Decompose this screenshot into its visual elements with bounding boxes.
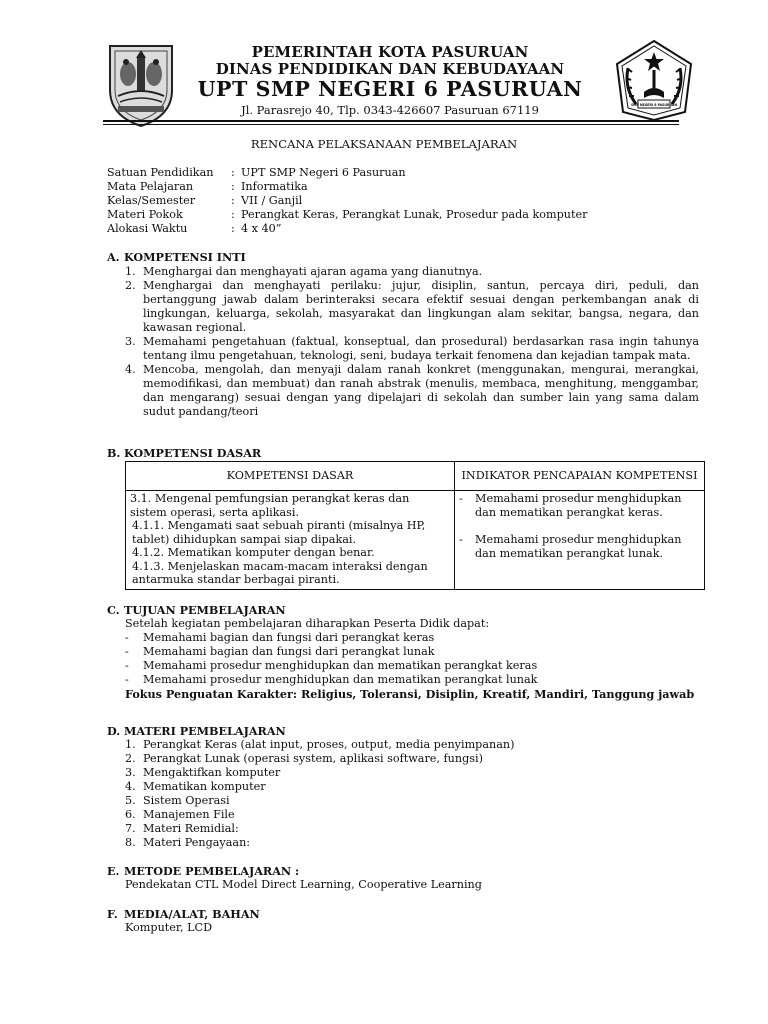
kd-text: Mematikan komputer dengan benar. <box>167 546 375 559</box>
list-item <box>125 780 699 794</box>
identity-row <box>107 166 707 180</box>
item-number: 1. <box>125 265 136 278</box>
identity-sep: : <box>231 194 235 207</box>
item-text: Memahami pengetahuan (faktual, konseptual, dan prosedural) berdasarkan rasa ingin tahunya tentang ilmu pengetahuan, teknologi, seni, budaya terkait fenomena dan kejadian tampak mata. <box>143 335 699 362</box>
identity-key: Satuan Pendidikan <box>107 166 214 179</box>
document-title: RENCANA PELAKSANAAN PEMBELAJARAN <box>250 137 518 151</box>
section-heading <box>107 446 699 460</box>
item-number: 4. <box>125 363 136 376</box>
school-emblem-text: SMP NEGERI 6 PASURUAN <box>630 103 678 107</box>
item-number: 3. <box>125 335 136 348</box>
kd-code: 4.1.3. <box>132 559 165 573</box>
header-rule-thick <box>103 120 679 122</box>
identity-row <box>107 222 707 236</box>
identity-key: Kelas/Semester <box>107 194 196 207</box>
section-heading <box>107 603 699 617</box>
item-dash: - <box>125 645 129 658</box>
item-number: 5. <box>125 794 136 807</box>
item-number: 1. <box>125 738 136 751</box>
item-number: 4. <box>125 780 136 793</box>
identity-sep: : <box>231 208 235 221</box>
item-text: Mematikan komputer <box>143 780 266 793</box>
table-row <box>126 491 705 590</box>
identity-key: Materi Pokok <box>107 208 183 221</box>
school-address: Jl. Parasrejo 40, Tlp. 0343-426607 Pasuruan 67119 <box>241 103 539 117</box>
section-intro: Setelah kegiatan pembelajaran diharapkan Peserta Didik dapat: <box>125 617 490 630</box>
item-text: Menghargai dan menghayati perilaku: jujur, disiplin, santun, percaya diri, peduli, dan bertanggung jawab dalam berinteraksi secara efektif sesuai dengan perkembangan anak di lingkungan, keluarga, sekolah, masyarakat dan lingkungan alam sekitar, bangsa, negara, dan kawasan regional. <box>143 279 699 334</box>
header-rule-thin <box>103 124 679 125</box>
item-dash: - <box>125 631 129 644</box>
section-text: Komputer, LCD <box>125 921 213 934</box>
indicator-cell <box>455 491 705 590</box>
section-kompetensi-inti <box>107 250 699 419</box>
indicator-dash: - <box>459 492 463 505</box>
indicator-text: Memahami prosedur menghidupkan dan mematikan perangkat lunak. <box>475 533 682 560</box>
item-text: Perangkat Lunak (operasi system, aplikasi software, fungsi) <box>143 752 483 765</box>
item-text: Memahami prosedur menghidupkan dan mematikan perangkat keras <box>143 659 538 672</box>
item-text: Memahami bagian dan fungsi dari perangkat keras <box>143 631 435 644</box>
gov-name: PEMERINTAH KOTA PASURUAN <box>251 43 529 61</box>
identity-sep: : <box>231 166 235 179</box>
kd-item <box>126 519 454 546</box>
section-letter: E. <box>107 864 120 878</box>
list-item <box>125 659 699 673</box>
letterhead-text <box>190 44 590 117</box>
identity-key: Mata Pelajaran <box>107 180 194 193</box>
school-name: UPT SMP NEGERI 6 PASURUAN <box>197 77 583 101</box>
identity-value: UPT SMP Negeri 6 Pasuruan <box>241 166 406 179</box>
section-title: METODE PEMBELAJARAN : <box>124 864 300 878</box>
item-text: Memahami bagian dan fungsi dari perangkat lunak <box>143 645 435 658</box>
section-kompetensi-dasar <box>107 446 699 460</box>
section-metode-pembelajaran <box>107 864 699 892</box>
section-letter: B. <box>107 446 121 460</box>
list-item <box>125 752 699 766</box>
item-dash: - <box>125 659 129 672</box>
school-emblem-icon <box>614 38 694 122</box>
section-title: TUJUAN PEMBELAJARAN <box>124 603 286 617</box>
item-number: 2. <box>125 752 136 765</box>
kd-item <box>126 546 454 560</box>
section-text: Pendekatan CTL Model Direct Learning, Cooperative Learning <box>125 878 482 891</box>
indicator-dash: - <box>459 533 463 546</box>
item-text: Perangkat Keras (alat input, proses, output, media penyimpanan) <box>143 738 515 751</box>
item-text: Mencoba, mengolah, dan menyaji dalam ranah konkret (menggunakan, mengurai, merangkai, memodifikasi, dan membuat) dan ranah abstrak (menulis, membaca, menghitung, menggambar, dan mengarang) sesuai dengan yang dipelajari di sekolah dan sumber lain yang sama dalam sudut pandang/teori <box>143 363 699 418</box>
identity-row <box>107 208 707 222</box>
kd-text: Mengenal pemfungsian perangkat keras dan sistem operasi, serta aplikasi. <box>130 492 410 519</box>
list-item <box>125 673 699 687</box>
item-dash: - <box>125 673 129 686</box>
kd-item <box>126 492 454 519</box>
item-number: 6. <box>125 808 136 821</box>
item-number: 7. <box>125 822 136 835</box>
identity-value: VII / Ganjil <box>241 194 303 207</box>
column-header: INDIKATOR PENCAPAIAN KOMPETENSI <box>455 462 705 491</box>
item-text: Mengaktifkan komputer <box>143 766 281 779</box>
kd-text: Menjelaskan macam-macam interaksi dengan antarmuka standar berbagai piranti. <box>132 559 428 586</box>
table-header-row <box>126 462 705 491</box>
list-item <box>125 265 699 279</box>
indicator-text: Memahami prosedur menghidupkan dan mematikan perangkat keras. <box>475 492 682 519</box>
section-letter: A. <box>107 250 120 264</box>
identity-sep: : <box>231 222 235 235</box>
section-heading <box>107 864 699 878</box>
identity-value: 4 x 40” <box>241 222 282 235</box>
section-title: KOMPETENSI DASAR <box>124 446 262 460</box>
section-heading <box>107 907 699 921</box>
list-item <box>125 645 699 659</box>
section-letter: C. <box>107 603 120 617</box>
indicator-item <box>455 492 698 519</box>
section-letter: D. <box>107 724 121 738</box>
identity-sep: : <box>231 180 235 193</box>
kd-item <box>126 560 454 587</box>
item-text: Memahami prosedur menghidupkan dan mematikan perangkat lunak <box>143 673 538 686</box>
identity-row <box>107 194 707 208</box>
identity-value: Perangkat Keras, Perangkat Lunak, Prosedur pada komputer <box>241 208 588 221</box>
identity-key: Alokasi Waktu <box>107 222 188 235</box>
item-text: Materi Pengayaan: <box>143 836 251 849</box>
section-letter: F. <box>107 907 118 921</box>
list-item <box>125 363 699 419</box>
item-number: 8. <box>125 836 136 849</box>
section-title: MEDIA/ALAT, BAHAN <box>124 907 260 921</box>
item-text: Menghargai dan menghayati ajaran agama yang dianutnya. <box>143 265 483 278</box>
section-materi-pembelajaran <box>107 724 699 850</box>
section-title: MATERI PEMBELAJARAN <box>124 724 286 738</box>
list-item <box>125 794 699 808</box>
list-item <box>125 808 699 822</box>
list-item <box>125 279 699 335</box>
identity-value: Informatika <box>241 180 308 193</box>
city-emblem-icon <box>104 40 178 128</box>
kd-code: 4.1.1. <box>132 519 165 532</box>
indicator-item <box>455 533 698 560</box>
item-number: 3. <box>125 766 136 779</box>
kd-text: Mengamati saat sebuah piranti (misalnya HP, tablet) dihidupkan sampai siap dipakai. <box>132 519 426 546</box>
section-heading <box>107 724 699 738</box>
list-item <box>125 766 699 780</box>
kd-code: 4.1.2. <box>132 546 165 559</box>
item-text: Manajemen File <box>143 808 235 821</box>
kd-code: 3.1. <box>130 492 152 505</box>
section-tujuan-pembelajaran <box>107 603 699 701</box>
section-media-alat-bahan <box>107 907 699 935</box>
column-header: KOMPETENSI DASAR <box>126 462 455 491</box>
list-item <box>125 822 699 836</box>
kd-cell <box>126 491 455 590</box>
list-item <box>125 738 699 752</box>
identity-block <box>107 166 707 236</box>
list-item <box>125 335 699 363</box>
kompetensi-table <box>125 461 705 590</box>
department-name: DINAS PENDIDIKAN DAN KEBUDAYAAN <box>215 60 565 78</box>
list-item <box>125 631 699 645</box>
identity-row <box>107 180 707 194</box>
list-item <box>125 836 699 850</box>
letterhead <box>100 28 680 120</box>
section-title: KOMPETENSI INTI <box>124 250 246 264</box>
item-text: Materi Remidial: <box>143 822 239 835</box>
section-heading <box>107 250 699 264</box>
character-focus: Fokus Penguatan Karakter: Religius, Toleransi, Disiplin, Kreatif, Mandiri, Tanggung jawab <box>125 687 695 701</box>
item-text: Sistem Operasi <box>143 794 230 807</box>
item-number: 2. <box>125 279 136 292</box>
